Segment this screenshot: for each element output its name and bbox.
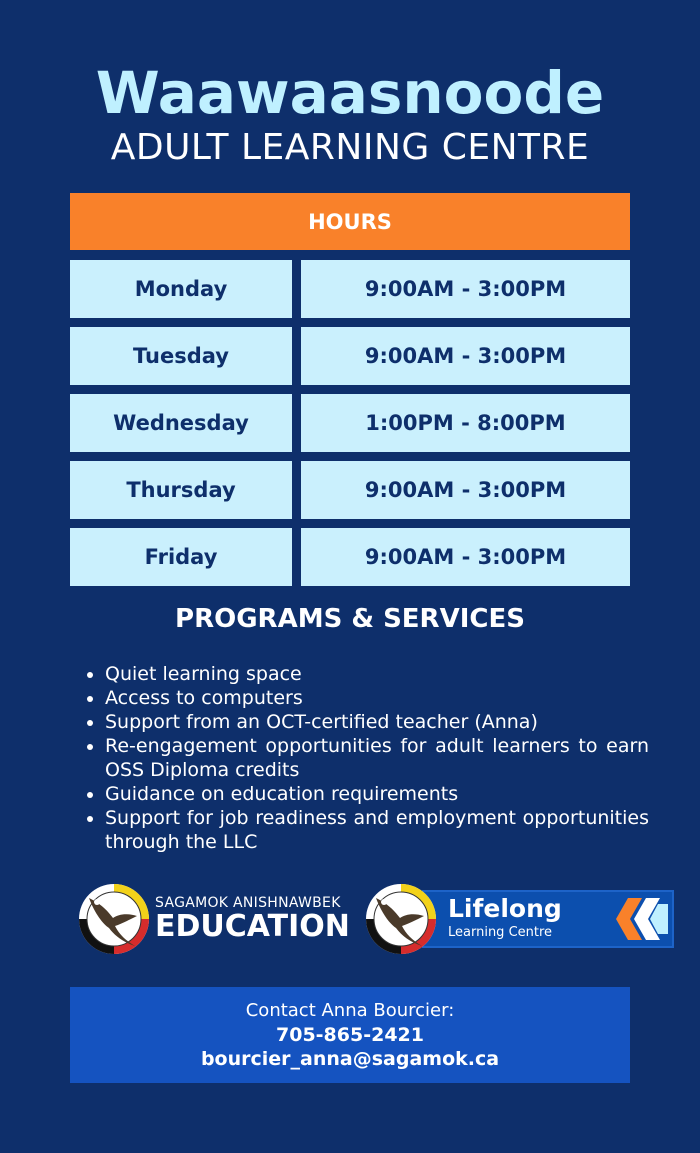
llc-logo-line2: Learning Centre [448,925,553,940]
time-cell: 9:00AM - 3:00PM [301,528,630,586]
page-subtitle: ADULT LEARNING CENTRE [110,127,590,168]
contact-email[interactable]: bourcier_anna@sagamok.ca [200,1048,500,1070]
day-cell: Wednesday [70,394,292,452]
list-item: • Guidance on education requirements [105,782,649,806]
page-title: Waawaasnoode [95,59,605,127]
sagamok-education-logo [75,880,350,958]
programs-list [86,662,649,854]
list-item: • Re-engagement opportunities for adult learners to earn OSS Diploma credits [105,734,649,782]
hours-row-tuesday [70,327,630,385]
day-cell: Monday [70,260,292,318]
time-cell: 9:00AM - 3:00PM [301,260,630,318]
lifelong-learning-centre-logo [362,880,674,958]
hours-row-thursday [70,461,630,519]
list-item: • Access to computers [105,686,649,710]
education-logo-line1: SAGAMOK ANISHNAWBEK [155,895,341,911]
medicine-wheel-eagle-icon [75,880,153,958]
list-item: • Support from an OCT-certified teacher (Anna) [105,710,649,734]
contact-label: Contact Anna Bourcier: [245,1000,455,1021]
education-wordmark [155,896,350,942]
day-cell: Friday [70,528,292,586]
time-cell: 9:00AM - 3:00PM [301,327,630,385]
medicine-wheel-eagle-icon [362,880,440,958]
list-item: • Support for job readiness and employment opportunities through the LLC [105,806,649,854]
day-cell: Thursday [70,461,292,519]
hours-table [70,260,630,595]
day-cell: Tuesday [70,327,292,385]
time-cell: 9:00AM - 3:00PM [301,461,630,519]
llc-banner [422,890,674,948]
contact-phone[interactable]: 705-865-2421 [276,1024,424,1046]
llc-logo-line1: Lifelong [448,894,562,923]
hours-heading: HOURS [70,193,630,250]
hours-row-wednesday [70,394,630,452]
list-item: • Quiet learning space [105,662,649,686]
time-cell: 1:00PM - 8:00PM [301,394,630,452]
chevron-arrows-icon [606,894,670,944]
education-logo-line2: EDUCATION [155,909,350,944]
contact-box [70,987,630,1083]
hours-row-monday [70,260,630,318]
hours-row-friday [70,528,630,586]
programs-heading: PROGRAMS & SERVICES [175,604,525,634]
